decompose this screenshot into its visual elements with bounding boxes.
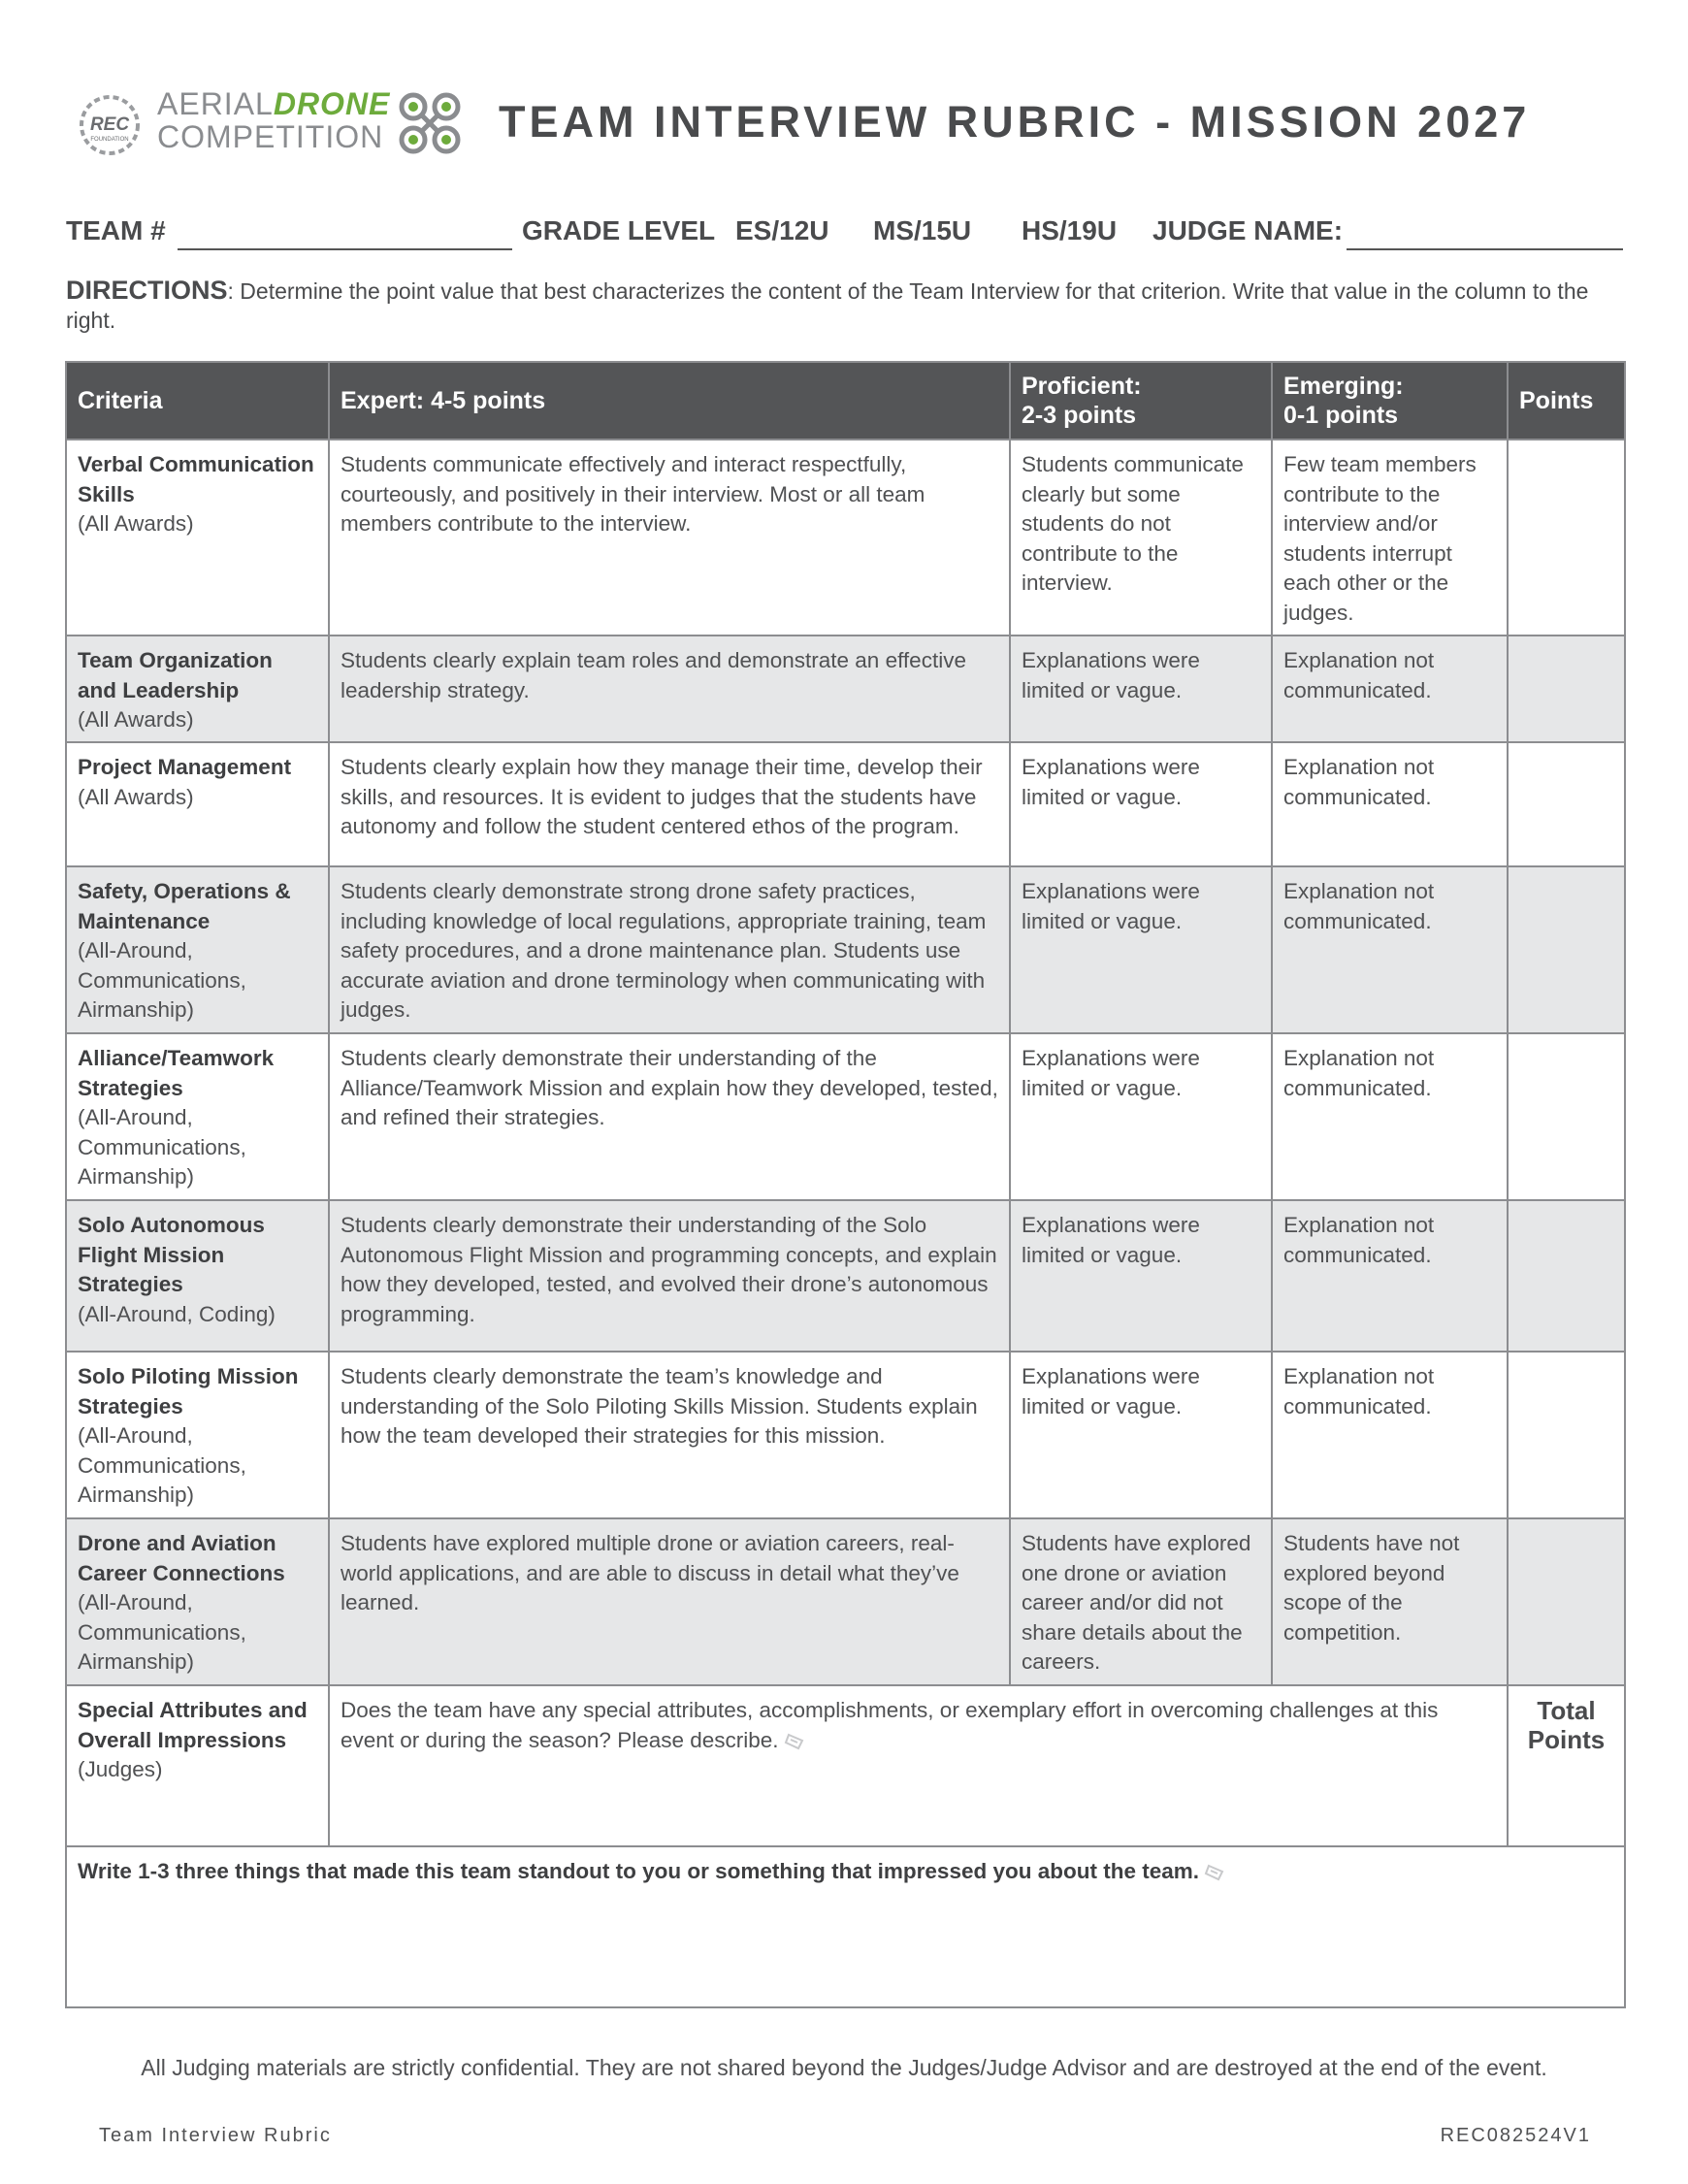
brand-aerial: AERIAL: [157, 86, 274, 121]
expert-cell: Students clearly demonstrate the team’s knowledge and understanding of the Solo Piloting Skills Mission. Students explain how the team developed their strategies for this mission.: [329, 1352, 1010, 1518]
emerging-cell: Explanation not communicated.: [1272, 1200, 1508, 1352]
table-row: [66, 1352, 1625, 1518]
gear-logo-icon: [76, 91, 144, 159]
team-number-field[interactable]: [178, 248, 512, 250]
table-row: [66, 1200, 1625, 1352]
expert-header: Expert: 4-5 points: [329, 362, 1010, 440]
proficient-cell: Explanations were limited or vague.: [1010, 1352, 1272, 1518]
proficient-cell: Explanations were limited or vague.: [1010, 742, 1272, 866]
proficient-cell: Explanations were limited or vague.: [1010, 866, 1272, 1033]
proficient-cell: Explanations were limited or vague.: [1010, 636, 1272, 742]
points-cell[interactable]: [1508, 1352, 1625, 1518]
brand-wordmark: [157, 87, 390, 153]
standout-response[interactable]: [66, 1846, 1625, 2007]
proficient-cell: Students communicate clearly but some students do not contribute to the interview.: [1010, 440, 1272, 636]
criteria-cell: Verbal Communication Skills (All Awards): [66, 440, 329, 636]
points-cell[interactable]: [1508, 1033, 1625, 1200]
grade-ms-option[interactable]: MS/15U: [873, 215, 972, 245]
footer-document-name: Team Interview Rubric: [99, 2125, 332, 2146]
expert-cell: Students communicate effectively and interact respectfully, courteously, and positively in their interview. Most or all team members contribute to the interview.: [329, 440, 1010, 636]
directions-label: DIRECTIONS: [66, 276, 228, 305]
points-cell[interactable]: [1508, 866, 1625, 1033]
team-info-line: [66, 215, 1628, 254]
expert-cell: Students clearly explain team roles and demonstrate an effective leadership strategy.: [329, 636, 1010, 742]
expert-cell: Students clearly demonstrate their understanding of the Solo Autonomous Flight Mission and programming concepts, and explain how they developed, tested, and evolved their drone’s autonomous programming.: [329, 1200, 1010, 1352]
directions: [66, 276, 1628, 335]
rubric-table: [65, 361, 1626, 2008]
grade-hs-option[interactable]: HS/19U: [1022, 215, 1118, 245]
points-cell[interactable]: [1508, 1518, 1625, 1685]
points-cell[interactable]: [1508, 742, 1625, 866]
table-row: [66, 1033, 1625, 1200]
expert-cell: Students clearly explain how they manage their time, develop their skills, and resources. It is evident to judges that the students have autonomy and follow the student centered ethos of the program.: [329, 742, 1010, 866]
judge-name-field[interactable]: [1347, 248, 1623, 250]
criteria-cell: Safety, Operations & Maintenance (All-Around, Communications, Airmanship): [66, 866, 329, 1033]
emerging-cell: Explanation not communicated.: [1272, 1352, 1508, 1518]
criteria-cell: Project Management (All Awards): [66, 742, 329, 866]
emerging-cell: Few team members contribute to the interview and/or students interrupt each other or the judges.: [1272, 440, 1508, 636]
criteria-cell: Alliance/Teamwork Strategies (All-Around, Communications, Airmanship): [66, 1033, 329, 1200]
points-cell[interactable]: [1508, 1200, 1625, 1352]
special-attributes-response[interactable]: [329, 1685, 1508, 1846]
team-number-label: TEAM #: [66, 215, 166, 245]
page-title: TEAM INTERVIEW RUBRIC - MISSION 2027: [499, 97, 1531, 147]
brand-drone: DRONE: [273, 86, 391, 121]
points-cell[interactable]: [1508, 636, 1625, 742]
criteria-cell: Drone and Aviation Career Connections (All-Around, Communications, Airmanship): [66, 1518, 329, 1685]
total-points-cell[interactable]: Total Points: [1508, 1685, 1625, 1846]
grade-es-option[interactable]: ES/12U: [735, 215, 829, 245]
table-row: [66, 440, 1625, 636]
criteria-cell: Special Attributes and Overall Impressions (Judges): [66, 1685, 329, 1846]
emerging-cell: Students have not explored beyond scope of the competition.: [1272, 1518, 1508, 1685]
emerging-cell: Explanation not communicated.: [1272, 1033, 1508, 1200]
criteria-cell: Solo Autonomous Flight Mission Strategies (All-Around, Coding): [66, 1200, 329, 1352]
judge-name-label: JUDGE NAME:: [1152, 215, 1344, 245]
special-attributes-row: [66, 1685, 1625, 1846]
proficient-cell: Explanations were limited or vague.: [1010, 1033, 1272, 1200]
standout-prompt: Write 1-3 three things that made this team standout to you or something that impressed you about the team.: [78, 1859, 1199, 1883]
criteria-cell: Solo Piloting Mission Strategies (All-Around, Communications, Airmanship): [66, 1352, 329, 1518]
confidentiality-notice: All Judging materials are strictly confidential. They are not shared beyond the Judges/Judge Advisor and are destroyed at the end of the event.: [141, 2055, 1547, 2080]
competition-logo: [76, 85, 464, 163]
proficient-cell: Explanations were limited or vague.: [1010, 1200, 1272, 1352]
emerging-cell: Explanation not communicated.: [1272, 636, 1508, 742]
header: [76, 85, 1628, 163]
brand-competition: COMPETITION: [157, 119, 384, 154]
points-cell[interactable]: [1508, 440, 1625, 636]
note-icon: [1203, 1863, 1228, 1882]
expert-cell: Students have explored multiple drone or aviation careers, real-world applications, and are able to discuss in detail what they’ve learned.: [329, 1518, 1010, 1685]
points-header: Points: [1508, 362, 1625, 440]
proficient-header: Proficient: 2-3 points: [1010, 362, 1272, 440]
grade-level-label: GRADE LEVEL: [522, 215, 716, 245]
table-row: [66, 636, 1625, 742]
footer-document-code: REC082524V1: [1440, 2125, 1591, 2146]
criteria-header: Criteria: [66, 362, 329, 440]
svg-text:FOUNDATION: FOUNDATION: [90, 137, 129, 143]
standout-row: [66, 1846, 1625, 2007]
directions-text: : Determine the point value that best characterizes the content of the Team Interview for that criterion. Write that value in the column to the right.: [66, 278, 1589, 333]
emerging-header: Emerging: 0-1 points: [1272, 362, 1508, 440]
emerging-cell: Explanation not communicated.: [1272, 866, 1508, 1033]
quadcopter-logo-icon: [396, 89, 464, 157]
svg-text:REC: REC: [89, 114, 130, 135]
proficient-cell: Students have explored one drone or aviation career and/or did not share details about the careers.: [1010, 1518, 1272, 1685]
special-attributes-prompt: Does the team have any special attributes, accomplishments, or exemplary effort in overcoming challenges at this event or during the season? Please describe.: [341, 1698, 1439, 1752]
note-icon: [783, 1732, 808, 1751]
emerging-cell: Explanation not communicated.: [1272, 742, 1508, 866]
table-row: [66, 1518, 1625, 1685]
criteria-cell: Team Organization and Leadership (All Awards): [66, 636, 329, 742]
table-row: [66, 742, 1625, 866]
table-header-row: [66, 362, 1625, 440]
table-row: [66, 866, 1625, 1033]
expert-cell: Students clearly demonstrate strong drone safety practices, including knowledge of local regulations, appropriate training, team safety procedures, and a drone maintenance plan. Students use accurate aviation and drone terminology when communicating with judges.: [329, 866, 1010, 1033]
expert-cell: Students clearly demonstrate their understanding of the Alliance/Teamwork Mission and explain how they developed, tested, and refined their strategies.: [329, 1033, 1010, 1200]
